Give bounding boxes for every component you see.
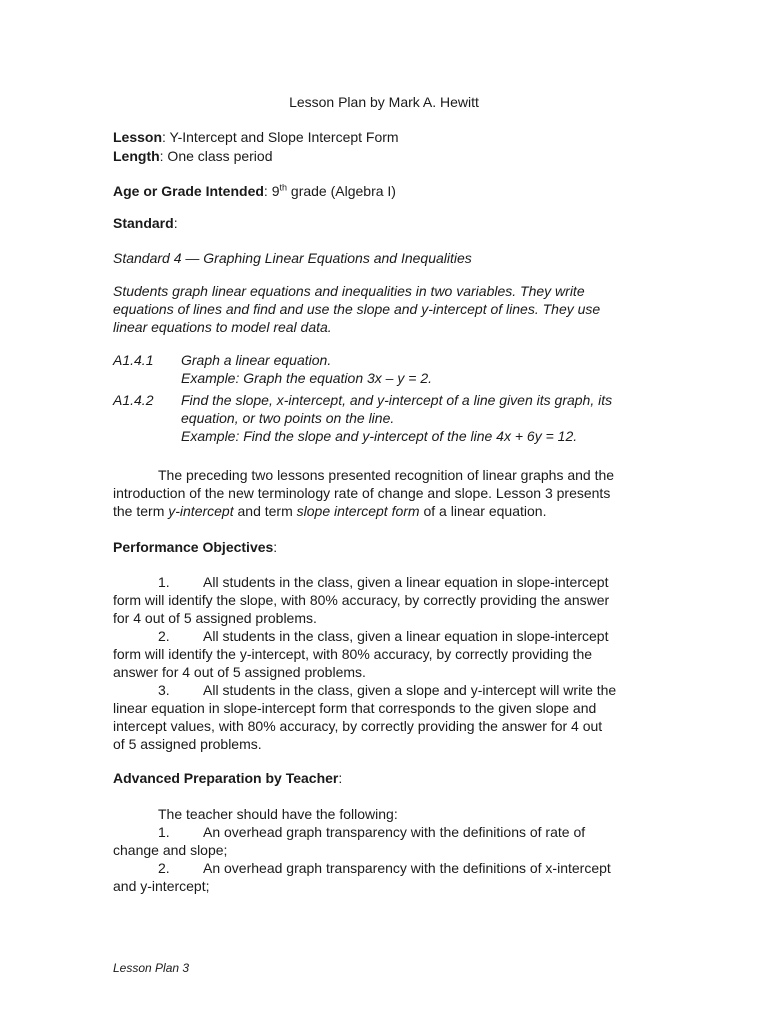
objective-line: All students in the class, given a linear equation in slope-intercept xyxy=(203,628,609,644)
length-line xyxy=(113,147,273,165)
item-line: Example: Graph the equation 3x – y = 2. xyxy=(181,370,432,386)
prep-line: and y-intercept; xyxy=(113,878,210,894)
prep-line: An overhead graph transparency with the definitions of x-intercept xyxy=(203,860,611,876)
prep-number: 1. xyxy=(158,824,170,840)
item-line: equation, or two points on the line. xyxy=(181,410,395,426)
item-code: A1.4.1 xyxy=(113,352,154,368)
age-post: grade (Algebra I) xyxy=(287,183,396,199)
performance-heading xyxy=(113,538,277,556)
lesson-value: : Y-Intercept and Slope Intercept Form xyxy=(162,129,399,145)
performance-colon: : xyxy=(273,539,278,555)
length-value: : One class period xyxy=(159,148,273,164)
objective-line: for 4 out of 5 assigned problems. xyxy=(113,610,317,626)
item-line: Find the slope, x-intercept, and y-intercept of a line given its graph, its xyxy=(181,392,613,408)
standard-desc-1: Students graph linear equations and inequalities in two variables. They write xyxy=(113,283,585,299)
objective-line: All students in the class, given a slope and y-intercept will write the xyxy=(203,682,617,698)
lesson-line xyxy=(113,128,399,146)
advanced-label: Advanced Preparation by Teacher xyxy=(113,770,339,786)
objective-line: form will identify the slope, with 80% accuracy, by correctly providing the answer xyxy=(113,592,610,608)
objective-number: 1. xyxy=(158,574,170,590)
intro-text: of a linear equation. xyxy=(419,503,547,519)
item-code: A1.4.2 xyxy=(113,392,154,408)
standard-title: Standard 4 — Graphing Linear Equations and Inequalities xyxy=(113,250,472,266)
objective-line: linear equation in slope-intercept form that corresponds to the given slope and xyxy=(113,700,597,716)
intro-line-3 xyxy=(113,502,546,520)
performance-label: Performance Objectives xyxy=(113,539,274,555)
intro-line-1: The preceding two lessons presented recognition of linear graphs and the xyxy=(158,467,615,483)
age-label: Age or Grade Intended xyxy=(113,183,264,199)
advanced-heading xyxy=(113,769,342,787)
age-sup: th xyxy=(279,182,288,193)
prep-line: An overhead graph transparency with the definitions of rate of xyxy=(203,824,586,840)
intro-term: y-intercept xyxy=(168,503,234,519)
teacher-intro: The teacher should have the following: xyxy=(158,806,398,822)
objective-number: 3. xyxy=(158,682,170,698)
objective-line: form will identify the y-intercept, with 80% accuracy, by correctly providing the xyxy=(113,646,593,662)
standard-label: Standard xyxy=(113,215,174,231)
intro-text: the term xyxy=(113,503,169,519)
page-title: Lesson Plan by Mark A. Hewitt xyxy=(289,94,479,110)
objective-line: intercept values, with 80% accuracy, by correctly providing the answer for 4 out xyxy=(113,718,603,734)
objective-line: answer for 4 out of 5 assigned problems. xyxy=(113,664,366,680)
objective-line: of 5 assigned problems. xyxy=(113,736,262,752)
length-label: Length xyxy=(113,148,160,164)
item-line: Graph a linear equation. xyxy=(181,352,332,368)
item-line: Example: Find the slope and y-intercept of the line 4x + 6y = 12. xyxy=(181,428,578,444)
prep-number: 2. xyxy=(158,860,170,876)
intro-line-2: introduction of the new terminology rate of change and slope. Lesson 3 presents xyxy=(113,485,611,501)
objective-number: 2. xyxy=(158,628,170,644)
advanced-colon: : xyxy=(338,770,343,786)
standard-desc-3: linear equations to model real data. xyxy=(113,319,332,335)
objective-line: All students in the class, given a linear equation in slope-intercept xyxy=(203,574,609,590)
page-footer: Lesson Plan 3 xyxy=(113,961,190,975)
standard-desc-2: equations of lines and find and use the slope and y-intercept of lines. They use xyxy=(113,301,601,317)
standard-heading xyxy=(113,214,178,232)
intro-term: slope intercept form xyxy=(296,503,420,519)
age-pre: : 9 xyxy=(263,183,280,199)
age-line xyxy=(113,182,396,200)
lesson-label: Lesson xyxy=(113,129,163,145)
standard-colon: : xyxy=(173,215,178,231)
prep-line: change and slope; xyxy=(113,842,228,858)
intro-text: and term xyxy=(233,503,297,519)
